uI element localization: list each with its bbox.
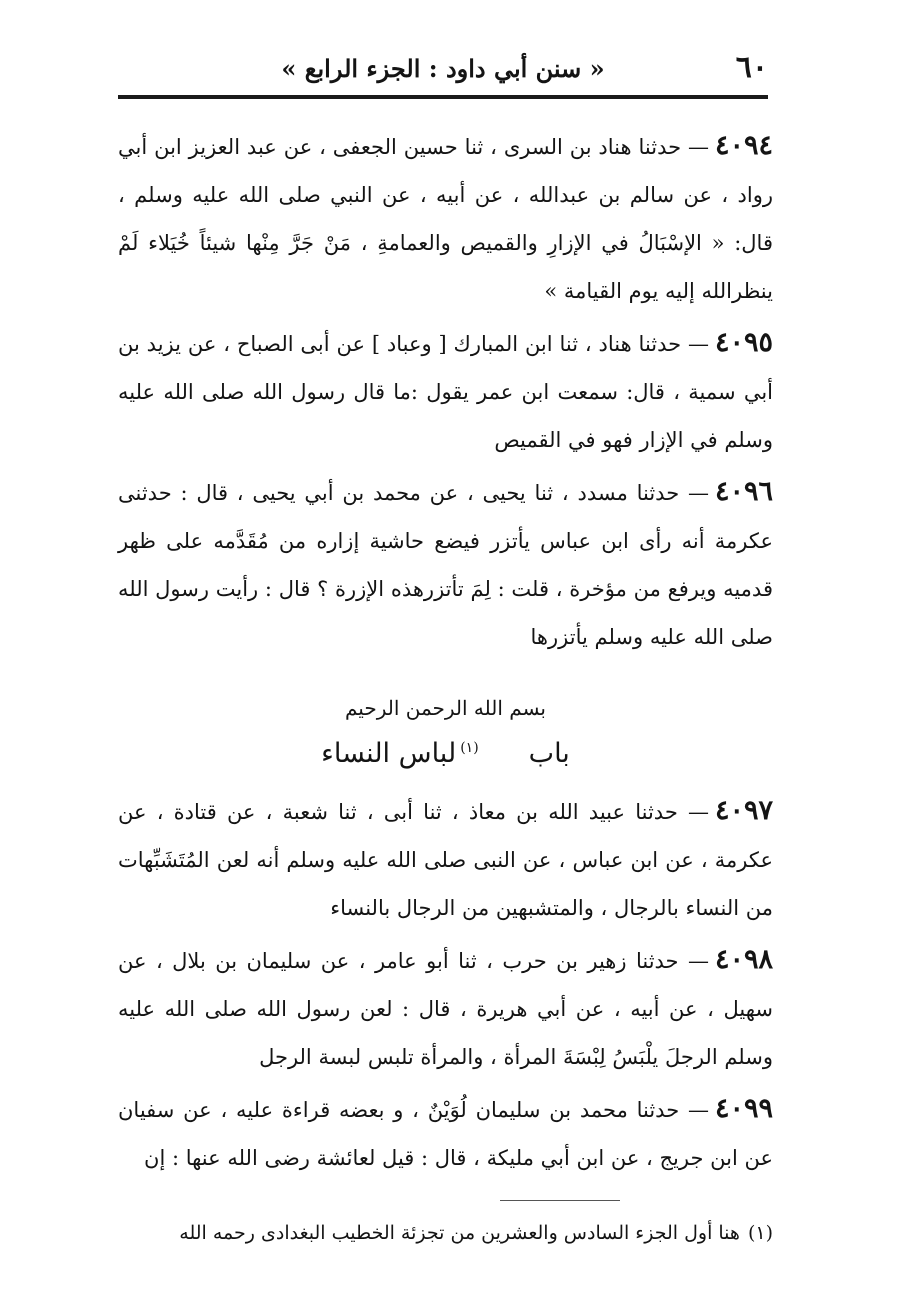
hadith-number: ٤٠٩٨ xyxy=(714,944,773,975)
hadith-4095 xyxy=(118,319,773,464)
hadith-4094 xyxy=(118,122,773,315)
hadith-text: — حدثنا هناد ، ثنا ابن المبارك [ وعباد ] عن أبى الصباح ، عن يزيد بن أبي سمية ، قال: سمعت ابن عمر يقول :ما قال رسول الله صلى الله عليه وسلم في الإزار فهو في القميص xyxy=(118,332,773,452)
hadith-number: ٤٠٩٤ xyxy=(714,130,773,161)
footnote-text: هنا أول الجزء السادس والعشرين من تجزئة الخطيب البغدادى رحمه الله xyxy=(179,1222,740,1244)
header-rule xyxy=(118,95,768,99)
hadith-number: ٤٠٩٥ xyxy=(714,327,773,358)
hadith-text: — حدثنا عبيد الله بن معاذ ، ثنا أبى ، ثنا شعبة ، عن قتادة ، عن عكرمة ، عن ابن عباس ، عن النبى صلى الله عليه وسلم أنه لعن المُتَشَبِّهات من النساء بالرجال ، والمتشبهين من الرجال بالنساء xyxy=(118,800,773,920)
footnote-reference[interactable]: (١) xyxy=(460,740,479,756)
page-number: ٦٠ xyxy=(735,50,768,85)
basmala: بسم الله الرحمن الرحيم xyxy=(344,696,546,720)
hadith-text: — حدثنا مسدد ، ثنا يحيى ، عن محمد بن أبي يحيى ، قال : حدثنى عكرمة أنه رأى ابن عباس يأتزر فيضع حاشية إزاره من مُقَدَّمه على ظهر قدميه ويرفع من مؤخرة ، قلت : لِمَ تأتزرهذه الإزرة ؟ قال : رأيت رسول الله صلى الله عليه وسلم يأتزرها xyxy=(118,481,773,649)
chapter-heading xyxy=(118,691,773,777)
main-text xyxy=(118,122,773,1186)
hadith-number: ٤٠٩٩ xyxy=(714,1093,773,1124)
chapter-title-line xyxy=(118,725,773,777)
hadith-number: ٤٠٩٦ xyxy=(714,476,773,507)
page-header xyxy=(118,48,768,94)
hadith-text: — حدثنا زهير بن حرب ، ثنا أبو عامر ، عن سليمان بن بلال ، عن سهيل ، عن أبيه ، عن أبي هريرة ، قال : لعن رسول الله صلى الله عليه وسلم الرجلَ يلْبَسُ لِبْسَةَ المرأة ، والمرأة تلبس لبسة الرجل xyxy=(118,949,773,1069)
hadith-number: ٤٠٩٧ xyxy=(714,795,773,826)
footnote xyxy=(118,1218,773,1248)
hadith-text: — حدثنا محمد بن سليمان لُوَيْنٌ ، و بعضه قراءة عليه ، عن سفيان عن ابن جريج ، عن ابن أبي مليكة ، قال : قيل لعائشة رضى الله عنها : إن xyxy=(118,1098,773,1170)
hadith-4097 xyxy=(118,787,773,932)
chapter-title: لباس النساء xyxy=(321,738,457,769)
running-title: « سنن أبي داود : الجزء الرابع » xyxy=(281,54,605,83)
hadith-text: — حدثنا هناد بن السرى ، ثنا حسين الجعفى ، عن عبد العزيز ابن أبي رواد ، عن سالم بن عبدالله ، عن أبيه ، عن النبي صلى الله عليه وسلم ، قال: « الإسْبَالُ في الإزارِ والقميص والعمامةِ ، مَنْ جَرَّ مِنْها شيئاً خُيَلاء لَمْ ينظرالله إليه يوم القيامة » xyxy=(118,135,773,303)
hadith-4098 xyxy=(118,936,773,1081)
footnote-mark: (١) xyxy=(747,1222,773,1244)
chapter-word: باب xyxy=(528,738,570,769)
hadith-4096 xyxy=(118,468,773,661)
footnote-rule xyxy=(500,1200,620,1201)
hadith-4099 xyxy=(118,1085,773,1182)
